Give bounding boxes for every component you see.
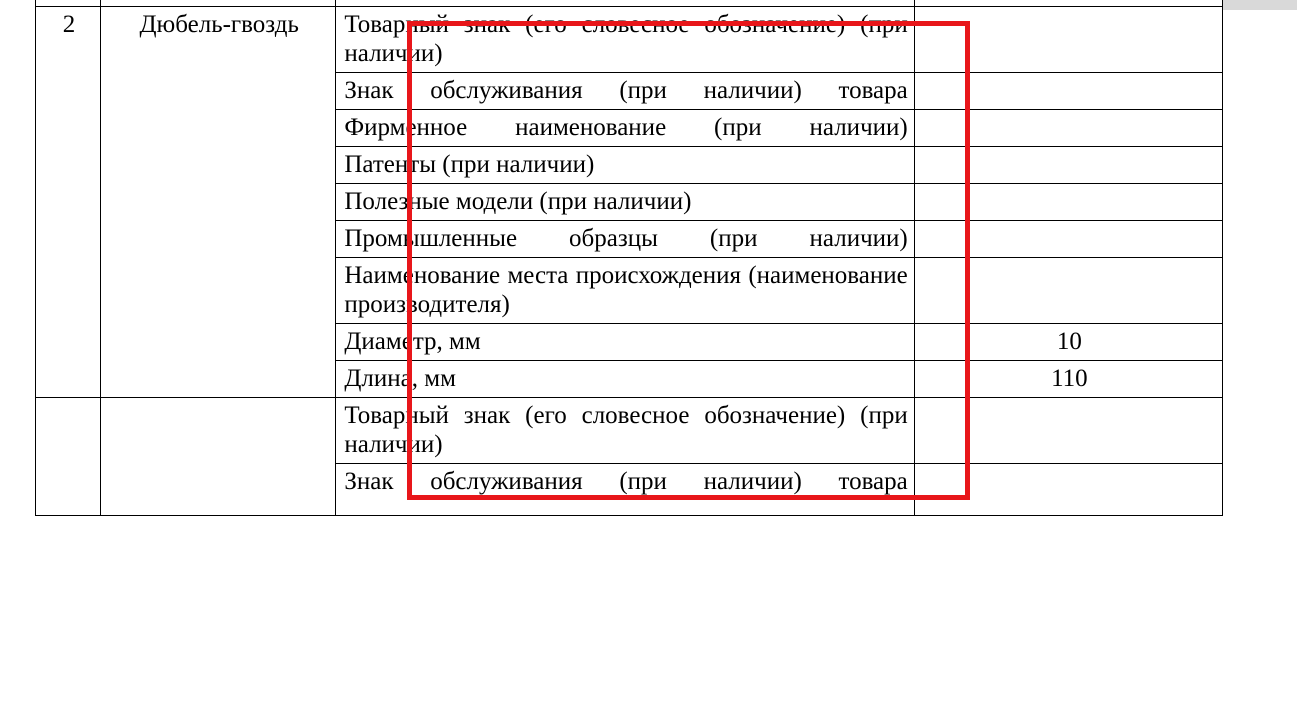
table-row bbox=[36, 7, 1223, 73]
cell-product-name: Дюбель-гвоздь bbox=[101, 7, 336, 398]
cell-parameter: Знак обслуживания (при наличии) товара bbox=[336, 464, 914, 516]
cell-parameter: Товарный знак (его словесное обозначение) (при наличии) bbox=[336, 7, 914, 73]
cell-value bbox=[914, 184, 1222, 221]
cell-parameter: Наименование места происхождения (наименование производителя) bbox=[336, 258, 914, 324]
cell-value bbox=[914, 221, 1222, 258]
cell-parameter: Полезные модели (при наличии) bbox=[336, 184, 914, 221]
cell-product-name bbox=[101, 398, 336, 516]
cell-value bbox=[914, 464, 1222, 516]
cell-number bbox=[36, 398, 101, 516]
cell-value bbox=[914, 258, 1222, 324]
cell-value bbox=[914, 73, 1222, 110]
cell-value: 110 bbox=[914, 361, 1222, 398]
cell-parameter: Промышленные образцы (при наличии) bbox=[336, 221, 914, 258]
page-edge-strip bbox=[1222, 0, 1297, 10]
cell-parameter: Знак обслуживания (при наличии) товара bbox=[336, 73, 914, 110]
cell-number: 2 bbox=[36, 7, 101, 398]
cell-parameter: Фирменное наименование (при наличии) bbox=[336, 110, 914, 147]
cell-value bbox=[914, 7, 1222, 73]
cell-parameter: Патенты (при наличии) bbox=[336, 147, 914, 184]
cell-parameter: Длина, мм bbox=[336, 361, 914, 398]
cell-parameter: Товарный знак (его словесное обозначение) (при наличии) bbox=[336, 398, 914, 464]
table-row bbox=[36, 398, 1223, 464]
cell-value bbox=[914, 147, 1222, 184]
cell-parameter: Диаметр, мм bbox=[336, 324, 914, 361]
cell-value bbox=[914, 110, 1222, 147]
characteristics-table bbox=[35, 0, 1223, 516]
cell-value: 10 bbox=[914, 324, 1222, 361]
cell-value bbox=[914, 398, 1222, 464]
